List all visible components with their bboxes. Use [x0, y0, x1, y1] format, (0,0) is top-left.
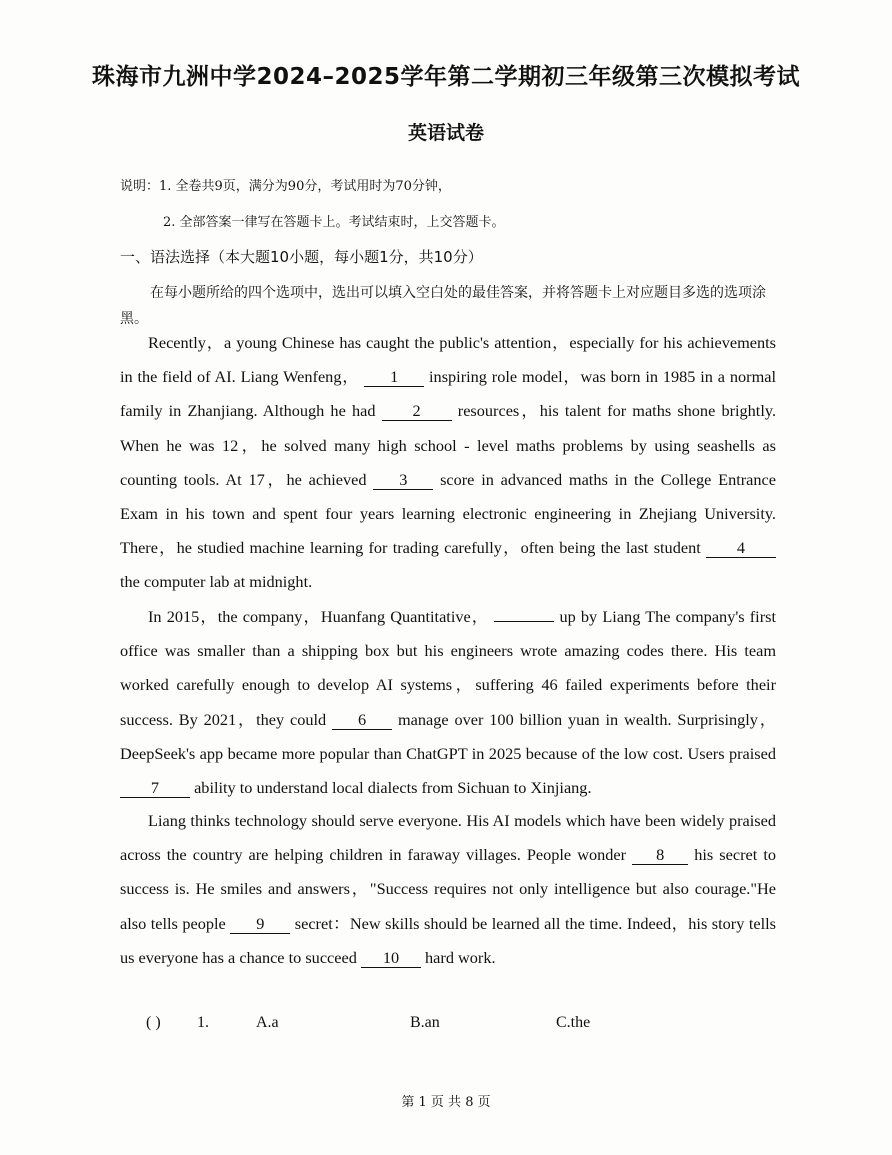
option-a: A.a [256, 1014, 279, 1031]
blank-9: 9 [230, 915, 290, 934]
option-c: C.the [556, 1014, 591, 1031]
passage-paragraph-3 [120, 804, 776, 975]
passage-paragraph-1 [120, 326, 776, 600]
passage-text: score in advanced maths in the College Entrance Exam in his town and spent four years learning electronic engineering in Zhejiang University. There，he studied machine learning for trading carefully，often being the last student [120, 469, 776, 558]
passage-text: In 2015，the company，Huanfang Quantitative， [148, 607, 490, 626]
blank-6: 6 [332, 711, 392, 730]
passage-text: resources，his talent for maths shone brightly. When he was 12，he solved many high school - level maths problems by using seashells as counting tools. At 17，he achieved [120, 401, 777, 489]
passage-text: Recently，a young Chinese has caught the public's attention，especially for his achievements in the field of AI. Liang Wenfeng， [120, 333, 776, 387]
passage-text: up by Liang The company's first office was smaller than a shipping box but his engineers wrote amazing codes there. His team worked carefully enough to develop AI systems，suffering 46 failed experiments before their success. By 2021，they could [120, 607, 776, 729]
passage-text: Liang thinks technology should serve everyone. His AI models which have been widely praised across the country are helping children in faraway villages. People wonder [120, 811, 776, 865]
exam-title: 珠海市九洲中学2024–2025学年第二学期初三年级第三次模拟考试 [91, 64, 801, 90]
blank-10: 10 [361, 949, 421, 968]
exam-subtitle: 英语试卷 [407, 122, 484, 144]
blank-3: 3 [373, 471, 433, 490]
passage-text: inspiring role model，was born in 1985 in a normal family in Zhanjiang. Although he had [120, 367, 776, 421]
passage-paragraph-2 [120, 600, 776, 805]
note-line-2: 2. 全部答案一律写在答题卡上。考试结束时，上交答题卡。 [163, 215, 505, 230]
blank-5 [494, 621, 554, 622]
blank-8: 8 [632, 846, 688, 865]
blank-2: 2 [382, 402, 452, 421]
question-number: 1. [197, 1014, 209, 1031]
section-instruction: 在每小题所给的四个选项中，选出可以填入空白处的最佳答案，并将答题卡上对应题目多选的选项涂黑。 [120, 285, 766, 327]
passage-text: the computer lab at midnight. [120, 572, 313, 592]
passage-text: his secret to success is. He smiles and answers，"Success requires not only intelligence but also courage."He also tells people [120, 845, 776, 933]
note-line-1: 说明：1. 全卷共9页，满分为90分，考试用时为70分钟， [120, 179, 451, 194]
blank-7: 7 [120, 779, 190, 798]
passage-text: ability to understand local dialects from Sichuan to Xinjiang. [194, 778, 592, 798]
section-heading: 一、语法选择（本大题10小题，每小题1分，共10分） [120, 248, 483, 266]
answer-paren: ( ) [146, 1014, 161, 1031]
option-b: B.an [410, 1014, 440, 1031]
passage-text: manage over 100 billion yuan in wealth. Surprisingly，DeepSeek's app became more popular than ChatGPT in 2025 because of the low cost. Users praised [120, 709, 777, 763]
passage-text: secret：New skills should be learned all the time. Indeed，his story tells us everyone has a chance to succeed [120, 913, 776, 967]
page-footer: 第 1 页 共 8 页 [401, 1095, 491, 1110]
passage-text: hard work. [425, 947, 496, 967]
blank-4: 4 [706, 539, 776, 558]
blank-1: 1 [364, 368, 424, 387]
